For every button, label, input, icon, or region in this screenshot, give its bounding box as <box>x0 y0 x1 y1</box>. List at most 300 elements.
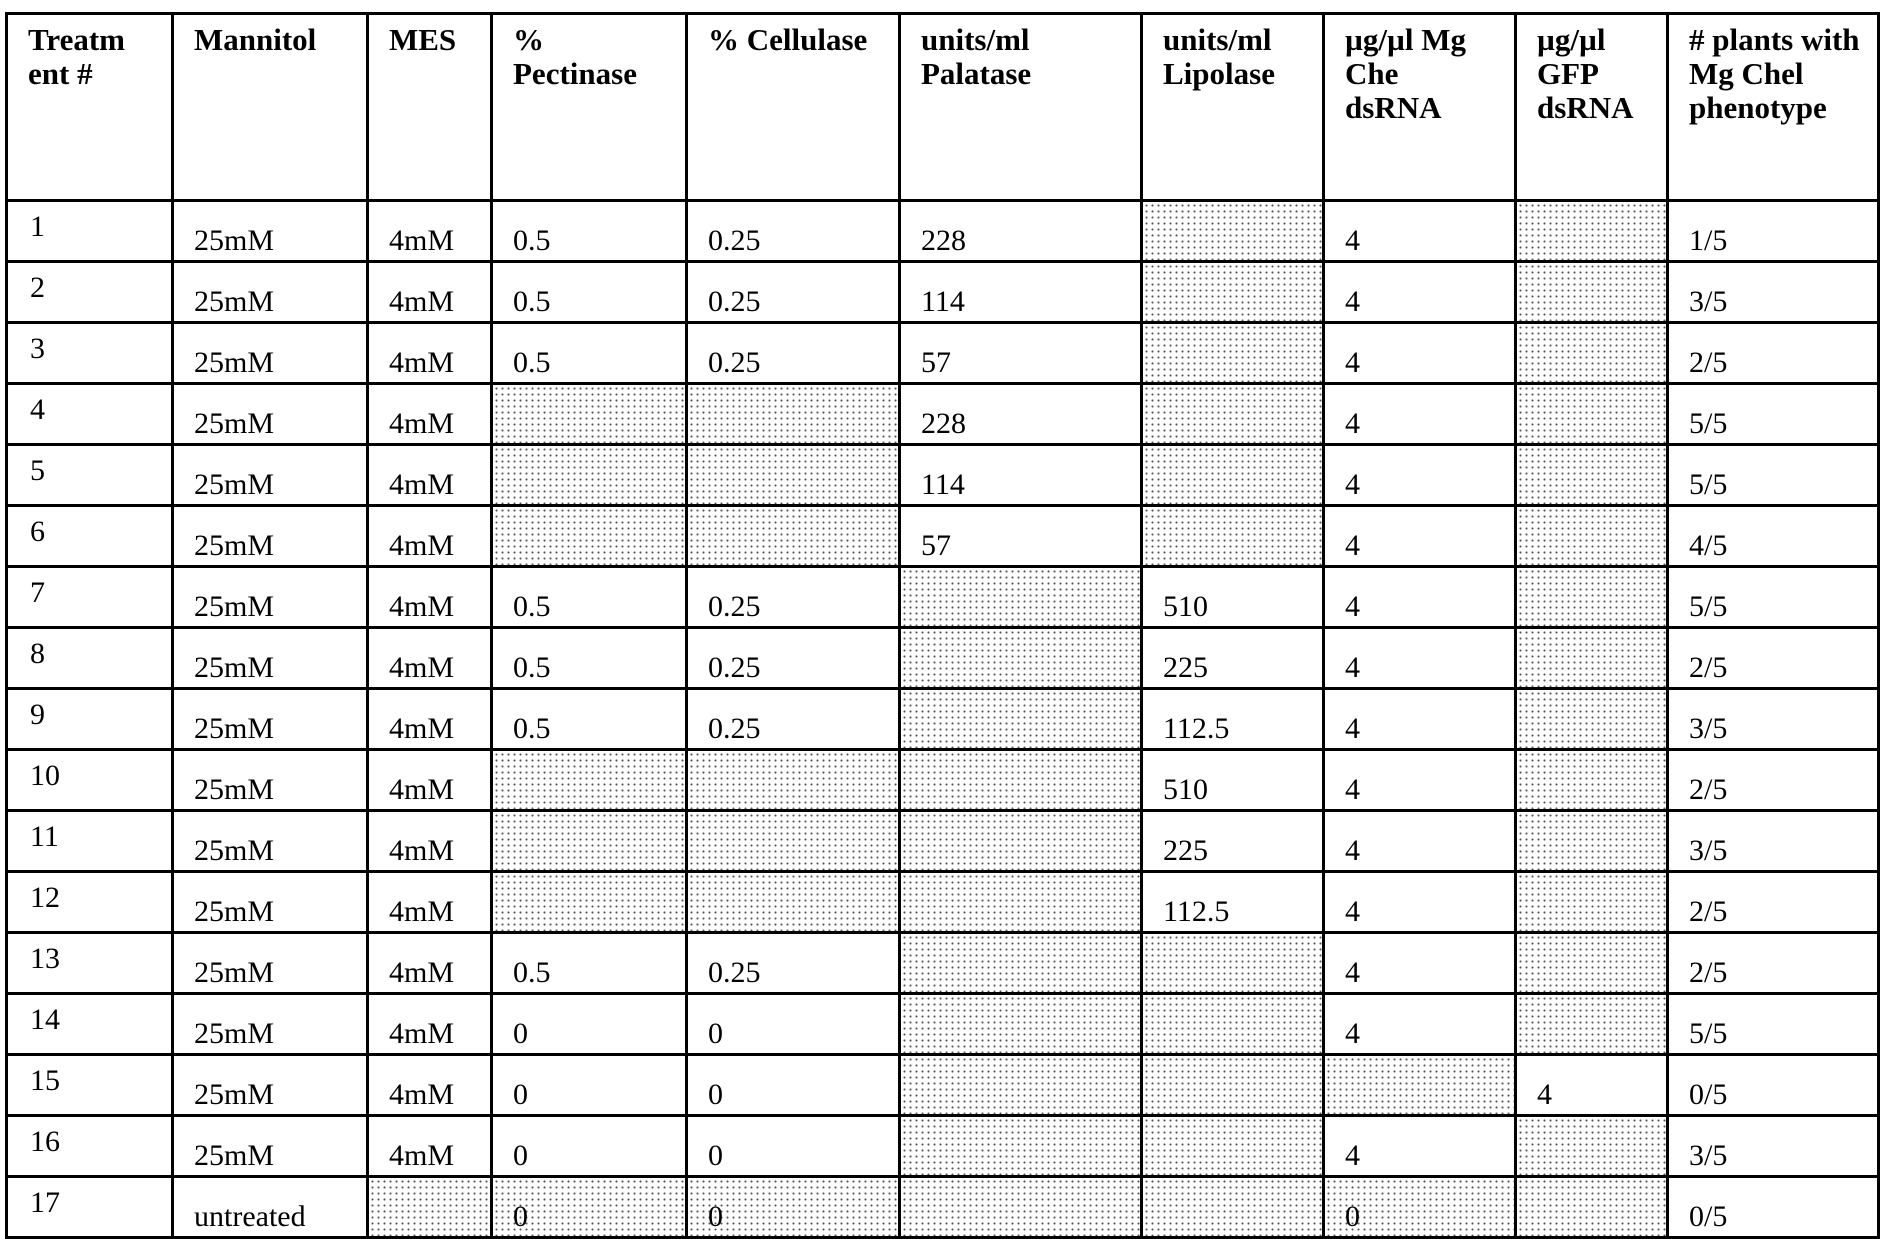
cell-value: 0.5 <box>513 712 551 746</box>
cell-plants-with-phenotype <box>1668 1177 1879 1238</box>
cell-value: 0 <box>513 1139 528 1173</box>
cell-mes <box>368 1116 492 1177</box>
cell-value: 4mM <box>389 651 454 685</box>
cell-lipolase <box>1142 323 1324 384</box>
cell-pectinase <box>492 1116 687 1177</box>
cell-value: 510 <box>1163 773 1208 807</box>
cell-mes <box>368 628 492 689</box>
cell-lipolase <box>1142 262 1324 323</box>
cell-treatment-number <box>7 506 173 567</box>
column-header-palatase: units/ml Palatase <box>900 14 1142 201</box>
cell-value: 25mM <box>194 895 274 929</box>
cell-lipolase <box>1142 933 1324 994</box>
cell-cellulase <box>687 933 900 994</box>
cell-value: 0.5 <box>513 590 551 624</box>
cell-lipolase <box>1142 1116 1324 1177</box>
cell-mannitol <box>173 1116 368 1177</box>
cell-value: 25mM <box>194 590 274 624</box>
cell-plants-with-phenotype <box>1668 1055 1879 1116</box>
cell-palatase <box>900 811 1142 872</box>
cell-value: 25mM <box>194 529 274 563</box>
cell-mannitol <box>173 1177 368 1238</box>
cell-mes <box>368 323 492 384</box>
cell-cellulase <box>687 567 900 628</box>
cell-value: 57 <box>921 529 951 563</box>
column-header-gfp-dsrna: µg/µl GFP dsRNA <box>1516 14 1668 201</box>
cell-value: 4 <box>1345 895 1360 929</box>
table-row <box>7 445 1879 506</box>
cell-plants-with-phenotype <box>1668 689 1879 750</box>
cell-treatment-number <box>7 994 173 1055</box>
cell-pectinase <box>492 750 687 811</box>
cell-pectinase <box>492 384 687 445</box>
cell-palatase <box>900 750 1142 811</box>
cell-mannitol <box>173 384 368 445</box>
table-row <box>7 1177 1879 1238</box>
column-header-plants-with-phenotype: # plants with Mg Chel phenotype <box>1668 14 1879 201</box>
cell-value: 4mM <box>389 712 454 746</box>
table-row <box>7 750 1879 811</box>
cell-value: 0.5 <box>513 651 551 685</box>
cell-value: 0.25 <box>708 712 761 746</box>
cell-gfp-dsrna <box>1516 628 1668 689</box>
cell-value: 11 <box>30 820 59 854</box>
cell-value: 4 <box>1345 651 1360 685</box>
cell-gfp-dsrna <box>1516 506 1668 567</box>
cell-treatment-number <box>7 689 173 750</box>
cell-plants-with-phenotype <box>1668 445 1879 506</box>
cell-pectinase <box>492 506 687 567</box>
cell-pectinase <box>492 628 687 689</box>
cell-value: 114 <box>921 468 965 502</box>
cell-plants-with-phenotype <box>1668 1116 1879 1177</box>
cell-palatase <box>900 872 1142 933</box>
cell-gfp-dsrna <box>1516 262 1668 323</box>
cell-pectinase <box>492 933 687 994</box>
cell-value: 0.25 <box>708 590 761 624</box>
cell-value: 0.25 <box>708 224 761 258</box>
cell-value: 4 <box>1345 590 1360 624</box>
cell-cellulase <box>687 628 900 689</box>
cell-value: 25mM <box>194 346 274 380</box>
cell-value: 0/5 <box>1689 1078 1727 1112</box>
cell-plants-with-phenotype <box>1668 262 1879 323</box>
cell-treatment-number <box>7 201 173 262</box>
cell-value: 4 <box>30 393 45 427</box>
cell-value: 228 <box>921 407 966 441</box>
cell-value: 0.5 <box>513 224 551 258</box>
cell-lipolase <box>1142 994 1324 1055</box>
cell-palatase <box>900 506 1142 567</box>
cell-pectinase <box>492 1177 687 1238</box>
cell-value: 3/5 <box>1689 1139 1727 1173</box>
table-row <box>7 933 1879 994</box>
cell-value: 0 <box>513 1200 528 1234</box>
cell-value: 4mM <box>389 529 454 563</box>
cell-value: 0 <box>513 1078 528 1112</box>
cell-lipolase <box>1142 567 1324 628</box>
cell-value: 0.25 <box>708 651 761 685</box>
cell-value: 4 <box>1345 285 1360 319</box>
cell-value: 4 <box>1345 956 1360 990</box>
cell-lipolase <box>1142 506 1324 567</box>
cell-value: 4 <box>1345 1139 1360 1173</box>
cell-value: 1 <box>30 210 45 244</box>
cell-gfp-dsrna <box>1516 201 1668 262</box>
cell-gfp-dsrna <box>1516 567 1668 628</box>
cell-value: 4 <box>1345 407 1360 441</box>
cell-mes <box>368 1177 492 1238</box>
cell-value: 12 <box>30 881 60 915</box>
cell-gfp-dsrna <box>1516 1177 1668 1238</box>
cell-lipolase <box>1142 201 1324 262</box>
cell-gfp-dsrna <box>1516 445 1668 506</box>
cell-value: 13 <box>30 942 60 976</box>
cell-value: 0.5 <box>513 285 551 319</box>
cell-mg-che-dsrna <box>1324 933 1516 994</box>
cell-value: 225 <box>1163 651 1208 685</box>
column-header-cellulase: % Cellulase <box>687 14 900 201</box>
cell-value: 2/5 <box>1689 895 1727 929</box>
cell-gfp-dsrna <box>1516 933 1668 994</box>
cell-value: 0 <box>708 1017 723 1051</box>
cell-mannitol <box>173 1055 368 1116</box>
table-row <box>7 262 1879 323</box>
column-header-mes: MES <box>368 14 492 201</box>
cell-value: 7 <box>30 576 45 610</box>
cell-value: 4mM <box>389 773 454 807</box>
cell-lipolase <box>1142 750 1324 811</box>
cell-mg-che-dsrna <box>1324 1177 1516 1238</box>
cell-cellulase <box>687 994 900 1055</box>
cell-mg-che-dsrna <box>1324 1116 1516 1177</box>
cell-cellulase <box>687 323 900 384</box>
cell-pectinase <box>492 1055 687 1116</box>
cell-value: 1/5 <box>1689 224 1727 258</box>
cell-plants-with-phenotype <box>1668 506 1879 567</box>
cell-plants-with-phenotype <box>1668 872 1879 933</box>
cell-value: 25mM <box>194 956 274 990</box>
cell-value: 17 <box>30 1186 60 1220</box>
cell-value: 4mM <box>389 956 454 990</box>
cell-value: 25mM <box>194 773 274 807</box>
cell-value: 114 <box>921 285 965 319</box>
cell-treatment-number <box>7 872 173 933</box>
cell-mg-che-dsrna <box>1324 567 1516 628</box>
table-row <box>7 1116 1879 1177</box>
cell-value: 0.25 <box>708 956 761 990</box>
cell-lipolase <box>1142 384 1324 445</box>
cell-mes <box>368 567 492 628</box>
cell-mannitol <box>173 628 368 689</box>
cell-gfp-dsrna <box>1516 323 1668 384</box>
cell-value: 9 <box>30 698 45 732</box>
cell-mes <box>368 262 492 323</box>
cell-palatase <box>900 994 1142 1055</box>
table-row <box>7 994 1879 1055</box>
cell-mg-che-dsrna <box>1324 262 1516 323</box>
cell-palatase <box>900 384 1142 445</box>
cell-value: 0.5 <box>513 346 551 380</box>
cell-value: 10 <box>30 759 60 793</box>
cell-pectinase <box>492 567 687 628</box>
cell-value: 4mM <box>389 895 454 929</box>
table-row <box>7 811 1879 872</box>
cell-gfp-dsrna <box>1516 689 1668 750</box>
cell-value: 4 <box>1345 346 1360 380</box>
cell-value: 4 <box>1345 529 1360 563</box>
cell-value: 4mM <box>389 1139 454 1173</box>
cell-mes <box>368 1055 492 1116</box>
cell-value: 57 <box>921 346 951 380</box>
cell-value: 4 <box>1345 1017 1360 1051</box>
header-row <box>7 14 1879 201</box>
cell-mannitol <box>173 567 368 628</box>
cell-value: 0.25 <box>708 346 761 380</box>
cell-palatase <box>900 1116 1142 1177</box>
cell-value: 4 <box>1345 834 1360 868</box>
cell-value: 4mM <box>389 1078 454 1112</box>
column-header-mg-che-dsrna: µg/µl Mg Che dsRNA <box>1324 14 1516 201</box>
table-row <box>7 506 1879 567</box>
cell-gfp-dsrna <box>1516 1055 1668 1116</box>
cell-lipolase <box>1142 1055 1324 1116</box>
cell-mannitol <box>173 506 368 567</box>
cell-treatment-number <box>7 262 173 323</box>
cell-palatase <box>900 1177 1142 1238</box>
column-header-lipolase: units/ml Lipolase <box>1142 14 1324 201</box>
cell-palatase <box>900 445 1142 506</box>
cell-lipolase <box>1142 445 1324 506</box>
cell-mes <box>368 445 492 506</box>
cell-plants-with-phenotype <box>1668 933 1879 994</box>
cell-lipolase <box>1142 689 1324 750</box>
cell-treatment-number <box>7 384 173 445</box>
cell-value: 2/5 <box>1689 956 1727 990</box>
cell-value: 4/5 <box>1689 529 1727 563</box>
cell-value: 4 <box>1345 712 1360 746</box>
cell-pectinase <box>492 201 687 262</box>
cell-mannitol <box>173 811 368 872</box>
cell-pectinase <box>492 689 687 750</box>
cell-plants-with-phenotype <box>1668 994 1879 1055</box>
cell-value: 4 <box>1345 468 1360 502</box>
cell-value: 4 <box>1345 773 1360 807</box>
cell-mg-che-dsrna <box>1324 811 1516 872</box>
table-row <box>7 323 1879 384</box>
cell-mes <box>368 750 492 811</box>
cell-mes <box>368 811 492 872</box>
cell-plants-with-phenotype <box>1668 628 1879 689</box>
cell-value: 25mM <box>194 1139 274 1173</box>
cell-plants-with-phenotype <box>1668 811 1879 872</box>
cell-mg-che-dsrna <box>1324 994 1516 1055</box>
cell-value: 4mM <box>389 407 454 441</box>
cell-value: 25mM <box>194 1078 274 1112</box>
cell-value: 3 <box>30 332 45 366</box>
cell-value: 6 <box>30 515 45 549</box>
cell-mannitol <box>173 445 368 506</box>
cell-lipolase <box>1142 811 1324 872</box>
cell-lipolase <box>1142 872 1324 933</box>
cell-value: 25mM <box>194 285 274 319</box>
cell-mg-che-dsrna <box>1324 872 1516 933</box>
cell-gfp-dsrna <box>1516 994 1668 1055</box>
cell-mg-che-dsrna <box>1324 201 1516 262</box>
cell-palatase <box>900 628 1142 689</box>
cell-value: 25mM <box>194 834 274 868</box>
cell-plants-with-phenotype <box>1668 567 1879 628</box>
cell-value: 5/5 <box>1689 1017 1727 1051</box>
table-row <box>7 201 1879 262</box>
cell-value: 2/5 <box>1689 773 1727 807</box>
cell-value: 112.5 <box>1163 895 1229 929</box>
table-row <box>7 384 1879 445</box>
cell-pectinase <box>492 445 687 506</box>
cell-mg-che-dsrna <box>1324 628 1516 689</box>
cell-value: 225 <box>1163 834 1208 868</box>
cell-mannitol <box>173 201 368 262</box>
cell-treatment-number <box>7 1116 173 1177</box>
cell-value: 25mM <box>194 224 274 258</box>
cell-value: 0.5 <box>513 956 551 990</box>
column-header-treatment-number: Treatm ent # <box>7 14 173 201</box>
cell-plants-with-phenotype <box>1668 384 1879 445</box>
cell-value: 8 <box>30 637 45 671</box>
cell-lipolase <box>1142 628 1324 689</box>
cell-treatment-number <box>7 1055 173 1116</box>
cell-mannitol <box>173 689 368 750</box>
cell-value: 0/5 <box>1689 1200 1727 1234</box>
cell-treatment-number <box>7 445 173 506</box>
cell-value: 0.25 <box>708 285 761 319</box>
cell-value: 25mM <box>194 468 274 502</box>
cell-pectinase <box>492 811 687 872</box>
cell-mannitol <box>173 750 368 811</box>
cell-mannitol <box>173 872 368 933</box>
cell-pectinase <box>492 994 687 1055</box>
column-header-mannitol: Mannitol <box>173 14 368 201</box>
cell-value: 16 <box>30 1125 60 1159</box>
cell-palatase <box>900 323 1142 384</box>
cell-cellulase <box>687 384 900 445</box>
cell-value: 228 <box>921 224 966 258</box>
cell-cellulase <box>687 201 900 262</box>
cell-cellulase <box>687 1177 900 1238</box>
cell-value: 0 <box>513 1017 528 1051</box>
cell-mes <box>368 201 492 262</box>
cell-plants-with-phenotype <box>1668 323 1879 384</box>
cell-treatment-number <box>7 750 173 811</box>
cell-value: 4mM <box>389 224 454 258</box>
cell-value: 3/5 <box>1689 834 1727 868</box>
cell-value: 4 <box>1345 224 1360 258</box>
table-row <box>7 628 1879 689</box>
cell-value: 4mM <box>389 285 454 319</box>
cell-value: 15 <box>30 1064 60 1098</box>
cell-mes <box>368 506 492 567</box>
cell-value: 5/5 <box>1689 468 1727 502</box>
cell-mes <box>368 933 492 994</box>
cell-cellulase <box>687 750 900 811</box>
cell-value: 5 <box>30 454 45 488</box>
cell-treatment-number <box>7 1177 173 1238</box>
cell-pectinase <box>492 872 687 933</box>
cell-value: 4mM <box>389 834 454 868</box>
cell-value: 3/5 <box>1689 712 1727 746</box>
cell-value: 25mM <box>194 1017 274 1051</box>
cell-mg-che-dsrna <box>1324 445 1516 506</box>
table-row <box>7 872 1879 933</box>
cell-treatment-number <box>7 628 173 689</box>
cell-mg-che-dsrna <box>1324 384 1516 445</box>
cell-mg-che-dsrna <box>1324 506 1516 567</box>
cell-treatment-number <box>7 567 173 628</box>
cell-gfp-dsrna <box>1516 750 1668 811</box>
cell-value: 5/5 <box>1689 407 1727 441</box>
cell-value: 2/5 <box>1689 651 1727 685</box>
table-row <box>7 1055 1879 1116</box>
cell-value: 5/5 <box>1689 590 1727 624</box>
cell-value: 25mM <box>194 712 274 746</box>
cell-palatase <box>900 567 1142 628</box>
cell-cellulase <box>687 445 900 506</box>
cell-mes <box>368 872 492 933</box>
cell-palatase <box>900 1055 1142 1116</box>
cell-treatment-number <box>7 323 173 384</box>
cell-value: 112.5 <box>1163 712 1229 746</box>
cell-treatment-number <box>7 933 173 994</box>
cell-mes <box>368 689 492 750</box>
cell-mg-che-dsrna <box>1324 689 1516 750</box>
cell-mes <box>368 384 492 445</box>
table-row <box>7 689 1879 750</box>
cell-value: 3/5 <box>1689 285 1727 319</box>
cell-mannitol <box>173 933 368 994</box>
cell-value: 0 <box>1345 1200 1360 1234</box>
cell-pectinase <box>492 323 687 384</box>
cell-value: 0 <box>708 1078 723 1112</box>
cell-value: 4mM <box>389 1017 454 1051</box>
cell-mannitol <box>173 323 368 384</box>
cell-cellulase <box>687 689 900 750</box>
cell-value: 0 <box>708 1200 723 1234</box>
cell-value: 2 <box>30 271 45 305</box>
cell-value: 25mM <box>194 651 274 685</box>
cell-value: 4mM <box>389 590 454 624</box>
cell-cellulase <box>687 1055 900 1116</box>
cell-value: 25mM <box>194 407 274 441</box>
cell-gfp-dsrna <box>1516 384 1668 445</box>
cell-plants-with-phenotype <box>1668 201 1879 262</box>
cell-cellulase <box>687 872 900 933</box>
cell-cellulase <box>687 506 900 567</box>
cell-value: 0 <box>708 1139 723 1173</box>
cell-mes <box>368 994 492 1055</box>
cell-value: 2/5 <box>1689 346 1727 380</box>
cell-gfp-dsrna <box>1516 1116 1668 1177</box>
cell-value: 4mM <box>389 468 454 502</box>
table-row <box>7 567 1879 628</box>
cell-value: 4mM <box>389 346 454 380</box>
cell-mg-che-dsrna <box>1324 323 1516 384</box>
treatment-table <box>5 12 1880 1239</box>
cell-gfp-dsrna <box>1516 872 1668 933</box>
cell-palatase <box>900 201 1142 262</box>
cell-palatase <box>900 689 1142 750</box>
cell-value: 4 <box>1537 1078 1552 1112</box>
cell-cellulase <box>687 1116 900 1177</box>
